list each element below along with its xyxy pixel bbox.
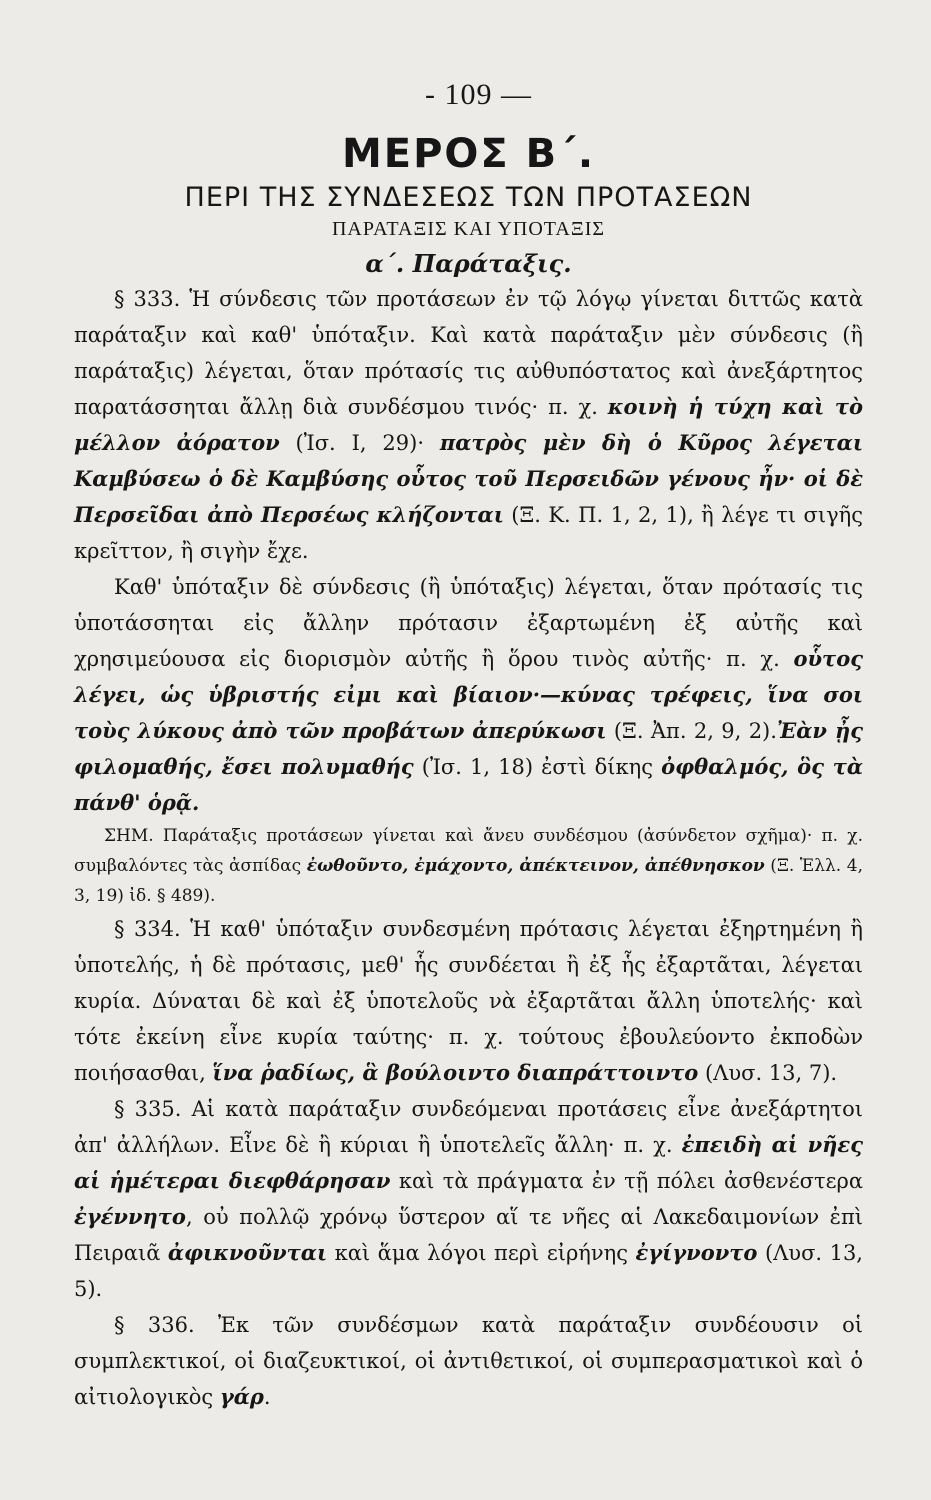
text-run: (Ἰσ. 1, 18) ἐστὶ δίκης — [413, 755, 662, 779]
paragraph-335 — [74, 1091, 863, 1307]
example-text: ἐωθοῦντο, ἐμάχοντο, ἀπέκτεινον, ἀπέθνησκον — [306, 856, 765, 876]
section-heading: α΄. Παράταξις. — [365, 249, 572, 278]
example-text: ὀφθαλμός, ὃς τὰ πάνθ' ὁρᾷ. — [74, 754, 863, 815]
example-text: γάρ — [219, 1384, 264, 1409]
chapter-title: ΠΕΡΙ ΤΗΣ ΣΥΝΔΕΣΕΩΣ ΤΩΝ ΠΡΟΤΑΣΕΩΝ — [184, 182, 753, 213]
text-run: καὶ τὰ πράγματα ἐν τῇ πόλει ἀσθενέστερα — [390, 1169, 863, 1193]
text-run: § 335. Αἱ κατὰ παράταξιν συνδεόμεναι προτάσεις εἶνε ἀνεξάρτητοι ἀπ' ἀλλήλων. Εἶνε δὲ ἢ κύριαι ἢ ὑποτελεῖς ἄλλη· π. χ. — [74, 1097, 863, 1157]
text-run: (Ἰσ. Ι, 29)· — [279, 431, 440, 455]
example-text: ἐπειδὴ αἱ νῆες αἱ ἡμέτεραι διεφθάρησαν — [74, 1132, 863, 1193]
text-run: (Λυσ. 13, 5). — [74, 1241, 863, 1301]
paragraph-333 — [74, 281, 863, 569]
example-text: πατρὸς μὲν δὴ ὁ Κῦρος λέγεται Καμβύσεω ὁ δὲ Καμβύσης οὗτος τοῦ Περσειδῶν γένους ἦν· οἱ δὲ Περσεῖδαι ἀπὸ Περσέως κλήζονται — [74, 430, 864, 527]
text-run: (Λυσ. 13, 7). — [698, 1061, 838, 1085]
text-run: Καθ' ὑπόταξιν δὲ σύνδεσις (ἢ ὑπόταξις) λέγεται, ὅταν πρότασίς τις ὑποτάσσηται εἰς ἄλλην πρότασιν ἐξαρτωμένη ἐξ αὐτῆς καὶ χρησιμεύουσα εἰς διορισμὸν αὐτῆς ἢ ὅρου τινὸς αὐτῆς· π. χ. — [74, 575, 863, 671]
example-text: ἵνα ῥαδίως, ἃ βούλοιντο διαπράττοιντο — [212, 1060, 699, 1085]
text-run: § 333. Ἡ σύνδεσις τῶν προτάσεων ἐν τῷ λόγῳ γίνεται διττῶς κατὰ παράταξιν καὶ καθ' ὑπόταξιν. Καὶ κατὰ παράταξιν μὲν σύνδεσις (ἢ παράταξις) λέγεται, ὅταν πρότασίς τις αὐθυπόστατος καὶ ἀνεξάρτητος παρατάσσηται ἄλλῃ διὰ συνδέσμου τινός· π. χ. — [74, 287, 863, 419]
example-text: οὗτος λέγει, ὡς ὑβριστής εἰμι καὶ βίαιον·—κύνας τρέφεις, ἵνα σοι τοὺς λύκους ἀπὸ τῶν προβάτων ἀπερύκωσι — [74, 646, 863, 743]
example-text: ἀφικνοῦνται — [167, 1240, 328, 1265]
text-run: § 336. Ἐκ τῶν συνδέσμων κατὰ παράταξιν συνδέουσιν οἱ συμπλεκτικοί, οἱ διαζευκτικοί, οἱ ἀντιθετικοί, οἱ συμπερασματικοὶ καὶ ὁ αἰτιολογικὸς — [74, 1313, 863, 1409]
text-run: § 334. Ἡ καθ' ὑπόταξιν συνδεσμένη πρότασις λέγεται ἐξηρτημένη ἢ ὑποτελής, ἡ δὲ πρότασις, μεθ' ἧς συνδέεται ἢ ἐξ ἧς ἐξαρτᾶται, λέγεται κυρία. Δύναται δὲ καὶ ἐξ ὑποτελοῦς νὰ ἐξαρτᾶται ἄλλη ὑποτελής· καὶ τότε ἐκείνη εἶνε κυρία ταύτης· π. χ. τούτους ἐβουλεύοντο ἐκποδὼν ποιήσασθαι, — [74, 917, 863, 1085]
text-run: (Ξ. Ἀπ. 2, 9, 2). — [606, 719, 777, 743]
part-title: ΜΕΡΟΣ Β΄. — [341, 131, 596, 177]
paragraph-334 — [74, 911, 863, 1091]
paragraph-336 — [74, 1307, 863, 1415]
text-run: , οὐ πολλῷ χρόνῳ ὕστερον αἵ τε νῆες αἱ Λακεδαιμονίων ἐπὶ Πειραιᾶ — [74, 1205, 863, 1265]
sub-title: ΠΑΡΑΤΑΞΙΣ ΚΑΙ ΥΠΟΤΑΞΙΣ — [331, 218, 605, 240]
text-run: (Ξ. Κ. Π. 1, 2, 1), ἢ λέγε τι σιγῆς κρεῖττον, ἢ σιγὴν ἔχε. — [74, 503, 863, 563]
text-run: καὶ ἅμα λόγοι περὶ εἰρήνης — [327, 1241, 636, 1265]
example-text: Ἐὰν ᾖς φιλομαθής, ἔσει πολυμαθής — [74, 718, 863, 779]
example-text: ἐγίγνοντο — [635, 1240, 758, 1265]
note-paragraph — [74, 821, 863, 911]
page-number: - 109 — — [425, 78, 532, 111]
text-run: . — [263, 1385, 271, 1409]
text-run: ΣΗΜ. Παράταξις προτάσεων γίνεται καὶ ἄνευ συνδέσμου (ἀσύνδετον σχῆμα)· π. χ. συμβαλόντες τὰς ἀσπίδας — [74, 826, 863, 876]
paragraph-333-hypotaxis — [74, 569, 863, 821]
example-text: κοινὴ ἡ τύχη καὶ τὸ μέλλον ἀόρατον — [74, 394, 863, 455]
text-run: (Ξ. Ἑλλ. 4, 3, 19) ἰδ. § 489). — [74, 856, 863, 906]
example-text: ἐγέννητο — [74, 1204, 186, 1229]
